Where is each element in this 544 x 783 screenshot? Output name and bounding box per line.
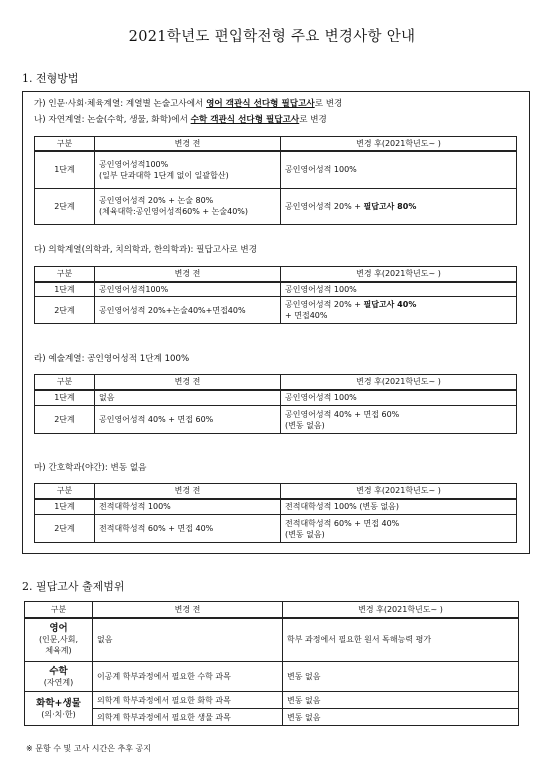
table-general — [34, 136, 517, 225]
table-exam-scope — [24, 601, 519, 726]
col-header: 구분 — [25, 602, 93, 618]
col-header: 변경 전 — [95, 267, 281, 282]
table-row: 1단계 공인영어성적100% 공인영어성적 100% — [35, 282, 517, 297]
line-a: 가) 인문·사회·체육계열: 계열별 논술고사에서 영어 객관식 선다형 필답고사로 변경 — [34, 99, 343, 109]
table-row: 2단계 공인영어성적 20% + 논술 80% (체육대학:공인영어성적60% + 논술40%) 공인영어성적 20% + 필답고사 80% — [35, 188, 517, 224]
table-arts — [34, 374, 517, 434]
col-header: 변경 후(2021학년도~ ) — [281, 375, 517, 390]
line-b: 나) 자연계열: 논술(수학, 생물, 화학)에서 수학 객관식 선다형 필답고사로 변경 — [34, 115, 327, 125]
col-header: 변경 후(2021학년도~ ) — [281, 137, 517, 152]
col-header: 구분 — [35, 137, 95, 152]
section1-heading: 1. 전형방법 — [22, 72, 79, 85]
col-header: 변경 전 — [95, 484, 281, 499]
col-header: 변경 전 — [95, 137, 281, 152]
col-header: 구분 — [35, 375, 95, 390]
table-row: 2단계 전적대학성적 60% + 면접 40% 전적대학성적 60% + 면접 40% (변동 없음) — [35, 515, 517, 543]
table-row: 1단계 없음 공인영어성적 100% — [35, 390, 517, 406]
page-title: 2021학년도 편입학전형 주요 변경사항 안내 — [128, 29, 416, 45]
line-c: 다) 의학계열(의학과, 치의학과, 한의학과): 필답고사로 변경 — [34, 245, 258, 255]
table-row: 1단계 공인영어성적100% (일부 단과대학 1단계 없이 일괄합산) 공인영어성적 100% — [35, 151, 517, 188]
line-b-emphasis: 수학 객관식 선다형 필답고사 — [190, 115, 300, 125]
col-header: 변경 후(2021학년도~ ) — [281, 267, 517, 282]
line-a-emphasis: 영어 객관식 선다형 필답고사 — [206, 99, 315, 109]
line-e: 마) 간호학과(야간): 변동 없음 — [34, 463, 147, 473]
table-row: 2단계 공인영어성적 40% + 면접 60% 공인영어성적 40% + 면접 60% (변동 없음) — [35, 406, 517, 434]
line-d: 라) 예술계열: 공인영어성적 1단계 100% — [34, 354, 190, 364]
table-nursing — [34, 483, 517, 543]
table-row: 영어 (인문,사회, 체육계) 없음 학부 과정에서 필요한 원서 독해능력 평가 — [25, 618, 519, 662]
table-row: 2단계 공인영어성적 20%+논술40%+면접40% 공인영어성적 20% + 필답고사 40% + 면접40% — [35, 297, 517, 324]
table-row: 의학계 학부과정에서 필요한 생물 과목 변동 없음 — [25, 709, 519, 726]
col-header: 구분 — [35, 484, 95, 499]
col-header: 변경 후(2021학년도~ ) — [281, 484, 517, 499]
col-header: 변경 전 — [95, 375, 281, 390]
col-header: 변경 전 — [93, 602, 283, 618]
table-row: 1단계 전적대학성적 100% 전적대학성적 100% (변동 없음) — [35, 499, 517, 515]
table-medical — [34, 266, 517, 324]
table-row: 화학+생물 (의·치·한) 의학계 학부과정에서 필요한 화학 과목 변동 없음 — [25, 692, 519, 709]
table-row: 수학 (자연계) 이공계 학부과정에서 필요한 수학 과목 변동 없음 — [25, 662, 519, 692]
col-header: 변경 후(2021학년도~ ) — [283, 602, 519, 618]
col-header: 구분 — [35, 267, 95, 282]
footnote: ※ 문항 수 및 고사 시간은 추후 공지 — [26, 744, 151, 753]
section2-heading: 2. 필답고사 출제범위 — [22, 580, 125, 593]
